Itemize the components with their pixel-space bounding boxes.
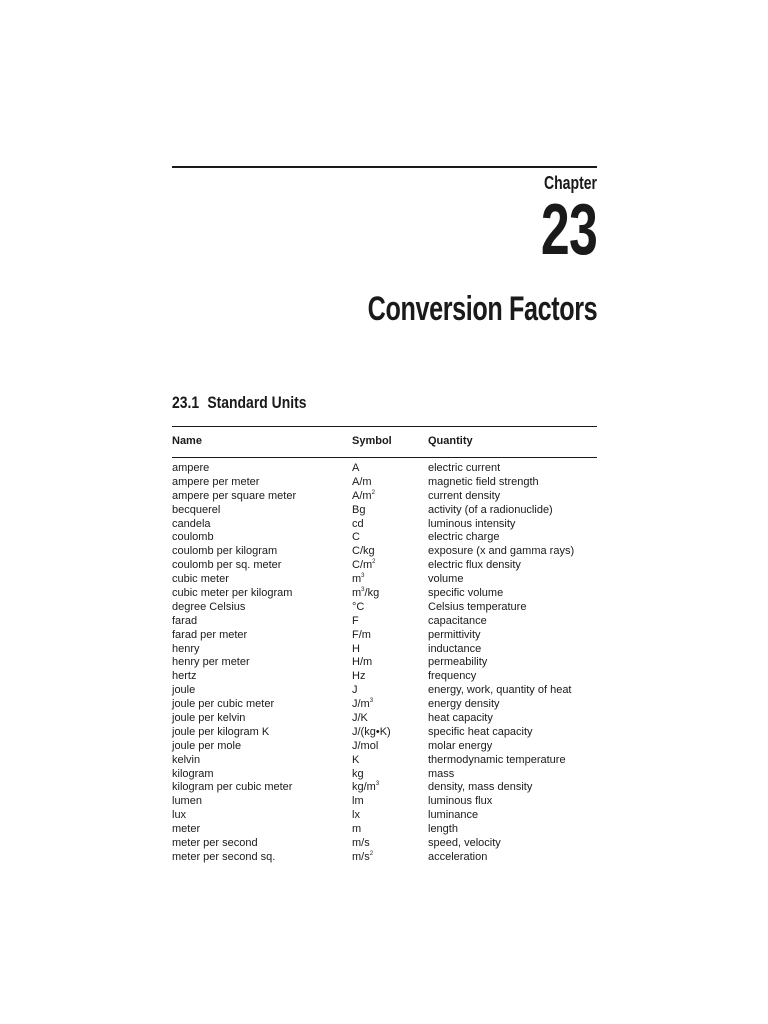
table-row — [172, 545, 597, 559]
cell-name: joule per kelvin — [172, 712, 246, 725]
cell-quantity: acceleration — [428, 850, 488, 863]
cell-quantity: mass — [428, 767, 455, 780]
table-row — [172, 531, 597, 545]
header-name: Name — [172, 435, 202, 447]
cell-symbol — [352, 809, 360, 822]
cell-name: meter per second — [172, 837, 258, 850]
cell-name: lux — [172, 809, 187, 822]
cell-name: meter — [172, 823, 201, 836]
cell-quantity: energy density — [428, 698, 500, 711]
cell-quantity: electric current — [428, 462, 501, 474]
cell-quantity: energy, work, quantity of heat — [428, 684, 572, 697]
table-row — [172, 754, 597, 768]
cell-name: ampere — [172, 462, 210, 474]
table-row — [172, 559, 597, 573]
cell-name: henry per meter — [172, 656, 250, 669]
cell-name: coulomb — [172, 531, 214, 544]
cell-name: lumen — [172, 795, 202, 808]
table-row — [172, 837, 597, 851]
cell-quantity: specific volume — [428, 587, 504, 600]
symbol-base: H — [352, 642, 360, 655]
symbol-base: H/m — [352, 656, 373, 669]
cell-quantity: specific heat capacity — [428, 725, 533, 738]
cell-quantity: activity (of a radionuclide) — [428, 503, 553, 516]
cell-quantity: volume — [428, 573, 464, 586]
cell-quantity: thermodynamic temperature — [428, 753, 566, 766]
symbol-base: m — [352, 573, 362, 586]
cell-name: becquerel — [172, 503, 221, 516]
cell-quantity: molar energy — [428, 739, 493, 752]
table-row — [172, 670, 597, 684]
table-row — [172, 740, 597, 754]
table-row — [172, 601, 597, 615]
table-row — [172, 809, 597, 823]
table-header — [172, 427, 597, 457]
cell-name: degree Celsius — [172, 600, 246, 613]
cell-symbol — [352, 559, 376, 572]
cell-quantity: exposure (x and gamma rays) — [428, 545, 575, 558]
cell-name: coulomb per sq. meter — [172, 559, 282, 572]
cell-quantity: magnetic field strength — [428, 475, 539, 488]
cell-symbol — [352, 531, 360, 544]
cell-symbol — [352, 518, 364, 531]
cell-symbol — [352, 754, 359, 767]
symbol-base: J/m — [352, 698, 370, 711]
symbol-base: K — [352, 753, 360, 766]
cell-name: kilogram — [172, 767, 214, 780]
symbol-base: lx — [352, 809, 360, 822]
symbol-base: A — [352, 462, 360, 474]
symbol-exponent: 2 — [369, 850, 374, 857]
cell-name: meter per second sq. — [172, 850, 276, 863]
cell-quantity: electric charge — [428, 531, 500, 544]
cell-name: joule per kilogram K — [172, 725, 270, 738]
cell-symbol — [352, 851, 373, 864]
cell-symbol — [352, 656, 372, 669]
section-title: Standard Units — [207, 393, 307, 412]
cell-name: joule per mole — [172, 739, 242, 752]
symbol-base: lm — [352, 795, 364, 808]
table-row — [172, 587, 597, 601]
cell-symbol — [352, 462, 359, 475]
table-row — [172, 726, 597, 740]
table-body — [172, 458, 597, 865]
symbol-exponent: 3 — [361, 573, 365, 580]
cell-quantity: speed, velocity — [428, 837, 501, 850]
cell-name: kilogram per cubic meter — [172, 781, 293, 794]
section-number: 23.1 — [172, 393, 200, 412]
symbol-base: m — [352, 823, 362, 836]
symbol-exponent: 3 — [361, 587, 365, 594]
table-row — [172, 795, 597, 809]
table-row — [172, 476, 597, 490]
symbol-exponent: 2 — [372, 559, 376, 566]
symbol-base: °C — [352, 600, 365, 613]
symbol-base: m/s — [352, 837, 370, 850]
symbol-base: Bg — [352, 503, 366, 516]
symbol-base: J — [352, 684, 358, 697]
cell-quantity: electric flux density — [428, 559, 521, 572]
cell-name: ampere per meter — [172, 475, 260, 488]
cell-quantity: permittivity — [428, 628, 481, 641]
cell-symbol — [352, 684, 358, 697]
chapter-number: 23 — [540, 190, 597, 270]
cell-quantity: luminous intensity — [428, 517, 516, 530]
chapter-title: Conversion Factors — [367, 290, 597, 328]
cell-name: ampere per square meter — [172, 489, 297, 502]
header-symbol: Symbol — [352, 435, 392, 447]
cell-symbol — [352, 587, 379, 600]
chapter-label: Chapter — [543, 173, 597, 193]
standard-units-table — [172, 426, 597, 865]
table-row — [172, 518, 597, 532]
cell-name: kelvin — [172, 753, 201, 766]
symbol-base: A/m — [352, 489, 372, 502]
cell-name: cubic meter — [172, 573, 229, 586]
cell-symbol — [352, 476, 372, 489]
table-row — [172, 698, 597, 712]
symbol-base: kg/m — [352, 781, 376, 794]
cell-symbol — [352, 781, 379, 794]
cell-symbol — [352, 670, 365, 683]
chapter-top-rule — [172, 166, 597, 168]
cell-quantity: length — [428, 823, 458, 836]
cell-name: henry — [172, 642, 200, 655]
symbol-base: C/kg — [352, 545, 375, 558]
cell-name: farad per meter — [172, 628, 248, 641]
symbol-exponent: 3 — [369, 698, 374, 705]
header-quantity: Quantity — [428, 435, 473, 447]
cell-symbol — [352, 768, 364, 781]
symbol-base: J/K — [352, 712, 368, 725]
table-row — [172, 573, 597, 587]
table-row — [172, 462, 597, 476]
cell-name: joule — [172, 684, 196, 697]
cell-symbol — [352, 504, 365, 517]
symbol-base: C — [352, 531, 360, 544]
table-row — [172, 712, 597, 726]
cell-quantity: capacitance — [428, 614, 487, 627]
cell-symbol — [352, 795, 364, 808]
cell-symbol — [352, 740, 378, 753]
cell-symbol — [352, 601, 364, 614]
table-row — [172, 656, 597, 670]
symbol-base: m/s — [352, 850, 370, 863]
symbol-base: kg — [352, 767, 364, 780]
cell-name: cubic meter per kilogram — [172, 587, 293, 600]
table-row — [172, 768, 597, 782]
cell-quantity: current density — [428, 489, 501, 502]
table-row — [172, 823, 597, 837]
cell-symbol — [352, 823, 361, 836]
table-row — [172, 615, 597, 629]
table-row — [172, 629, 597, 643]
section-heading — [172, 393, 306, 413]
table-row — [172, 504, 597, 518]
cell-symbol — [352, 837, 370, 850]
cell-symbol — [352, 712, 368, 725]
cell-quantity: density, mass density — [428, 781, 533, 794]
symbol-base: cd — [352, 517, 364, 530]
symbol-base: A/m — [352, 475, 372, 488]
symbol-base: J/mol — [352, 739, 379, 752]
cell-symbol — [352, 545, 375, 558]
table-row — [172, 684, 597, 698]
table-row — [172, 851, 597, 865]
cell-symbol — [352, 615, 359, 628]
cell-quantity: frequency — [428, 670, 477, 683]
cell-quantity: Celsius temperature — [428, 600, 527, 613]
symbol-exponent: 2 — [371, 489, 375, 496]
cell-symbol — [352, 490, 375, 503]
cell-symbol — [352, 573, 365, 586]
cell-symbol — [352, 629, 371, 642]
cell-symbol — [352, 643, 360, 656]
symbol-exponent: 3 — [375, 781, 380, 788]
cell-name: hertz — [172, 670, 197, 683]
cell-name: joule per cubic meter — [172, 698, 275, 711]
symbol-base: Hz — [352, 670, 366, 683]
cell-quantity: luminous flux — [428, 795, 493, 808]
table-row — [172, 490, 597, 504]
table-row — [172, 781, 597, 795]
symbol-suffix: /kg — [364, 587, 380, 600]
cell-symbol — [352, 698, 373, 711]
symbol-base: F/m — [352, 628, 371, 641]
cell-quantity: luminance — [428, 809, 479, 822]
symbol-base: m — [352, 587, 362, 600]
cell-symbol — [352, 726, 391, 739]
symbol-base: J/(kg•K) — [352, 725, 391, 738]
cell-quantity: permeability — [428, 656, 488, 669]
cell-name: candela — [172, 517, 211, 530]
table-row — [172, 643, 597, 657]
cell-name: coulomb per kilogram — [172, 545, 278, 558]
cell-quantity: heat capacity — [428, 712, 493, 725]
symbol-base: C/m — [352, 559, 373, 572]
cell-quantity: inductance — [428, 642, 482, 655]
cell-name: farad — [172, 614, 198, 627]
symbol-base: F — [352, 614, 359, 627]
